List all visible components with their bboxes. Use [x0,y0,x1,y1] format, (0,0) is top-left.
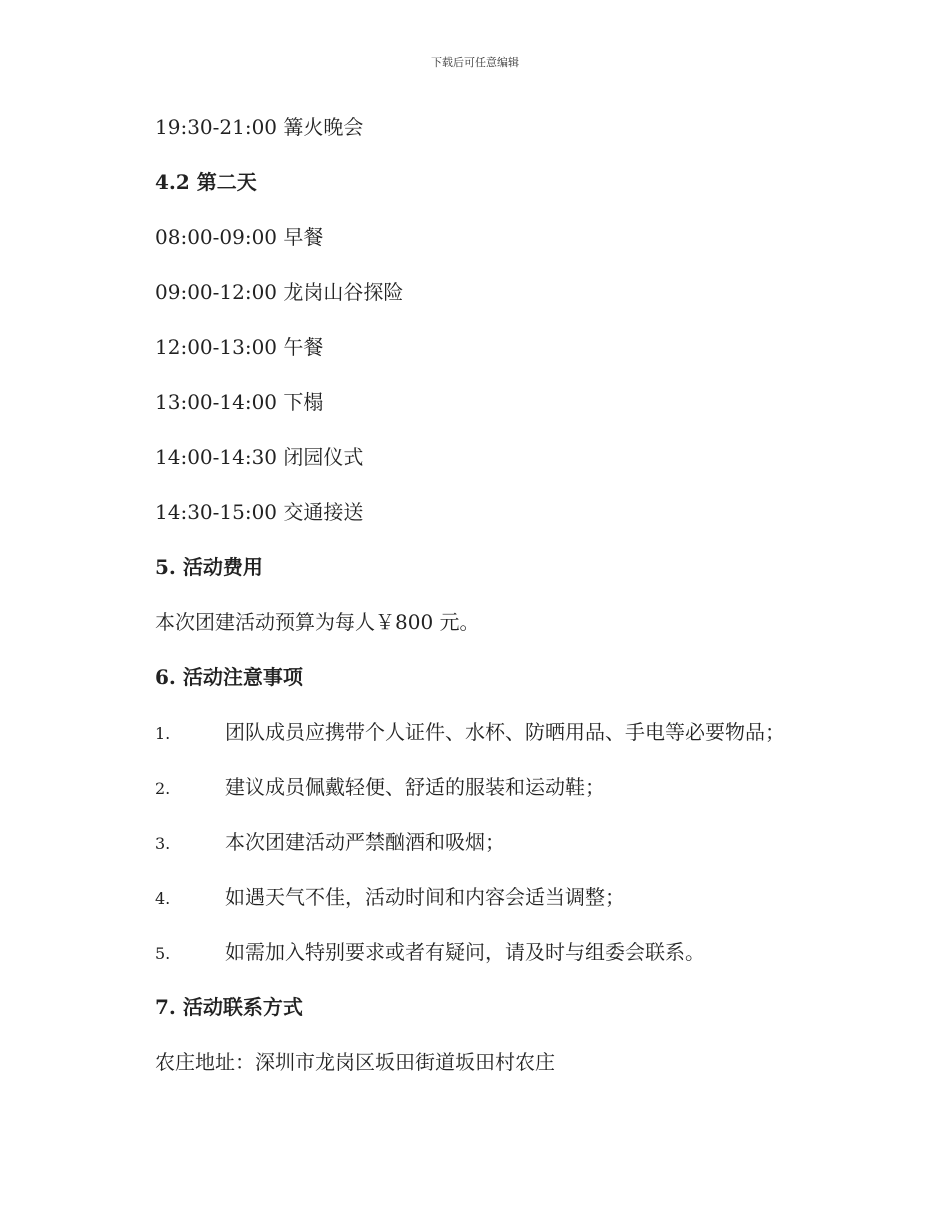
list-text: 团队成员应携带个人证件、水杯、防晒用品、手电等必要物品； [225,720,785,744]
section-heading-cost: 5. 活动费用 [155,555,263,579]
schedule-item: 13:00-14:00 下榻 [155,390,324,414]
page-header: 下载后可任意编辑 [431,56,519,69]
list-number: 5. [155,944,171,963]
list-text: 如遇天气不佳，活动时间和内容会适当调整； [225,885,625,909]
list-number: 1. [155,724,171,743]
section-heading-contact: 7. 活动联系方式 [155,995,303,1019]
schedule-item: 14:30-15:00 交通接送 [155,500,364,524]
list-number: 4. [155,889,171,908]
section-heading-day2: 4.2 第二天 [155,170,257,194]
list-text: 建议成员佩戴轻便、舒适的服装和运动鞋； [225,775,605,799]
list-item [155,827,855,882]
section-heading-notes: 6. 活动注意事项 [155,665,303,689]
schedule-item: 14:00-14:30 闭园仪式 [155,445,364,469]
list-text: 本次团建活动严禁酗酒和吸烟； [225,830,505,854]
schedule-item: 08:00-09:00 早餐 [155,225,324,249]
list-text: 如需加入特别要求或者有疑问，请及时与组委会联系。 [225,940,705,964]
list-number: 3. [155,834,171,853]
list-item [155,937,855,992]
list-item [155,772,855,827]
schedule-item: 12:00-13:00 午餐 [155,335,324,359]
cost-text: 本次团建活动预算为每人￥800 元。 [155,610,480,634]
schedule-item: 09:00-12:00 龙岗山谷探险 [155,280,404,304]
schedule-item: 19:30-21:00 篝火晚会 [155,115,364,139]
document-body [155,112,855,1102]
address-text: 农庄地址：深圳市龙岗区坂田街道坂田村农庄 [155,1050,555,1074]
list-number: 2. [155,779,171,798]
list-item [155,717,855,772]
list-item [155,882,855,937]
